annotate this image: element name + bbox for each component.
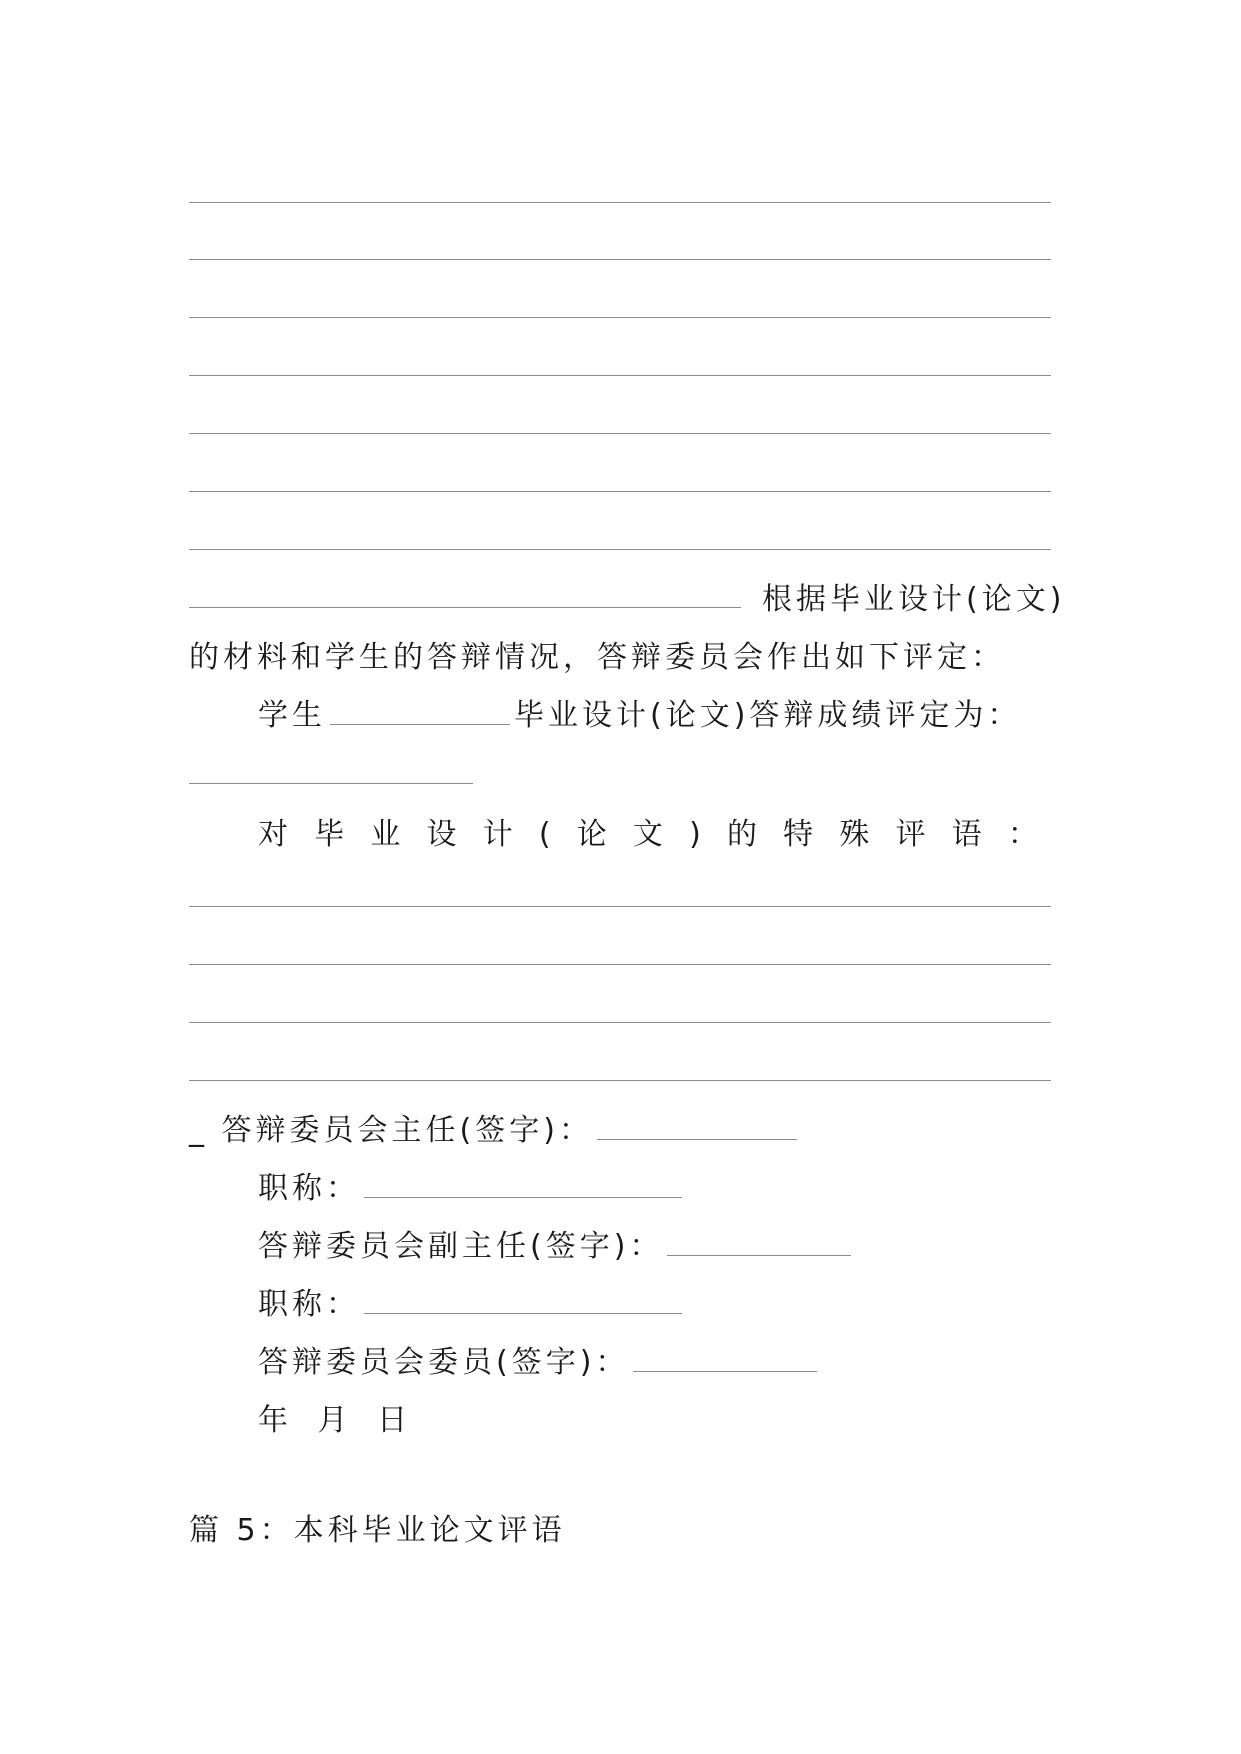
comment-rule [189,491,1051,492]
special-comment-char: 文 [632,817,663,852]
grade-blank [189,783,473,784]
title-blank-1 [364,1196,682,1198]
special-comment-rule [189,906,1051,907]
special-comment-char: 殊 [839,817,870,852]
special-comment-char: ) [689,817,701,852]
special-comment-char: 语 [951,817,982,852]
comment-rule [189,202,1051,203]
committee-vice-chair-signature-blank [667,1254,851,1256]
comment-rule [189,375,1051,376]
special-comment-char: 计 [482,817,513,852]
special-comment-label [258,815,1038,855]
grade-line [258,696,1021,736]
section-heading: 篇 5：本科毕业论文评语 [189,1513,566,1548]
committee-chair-signature-blank [597,1138,797,1140]
committee-member-line [258,1343,821,1383]
grade-suffix: 毕业设计(论文)答辩成绩评定为： [514,698,1022,733]
special-comment-char: 论 [576,817,607,852]
title-label-2: 职称： [258,1287,360,1322]
title-blank-2 [364,1312,682,1314]
title-line-1 [258,1169,686,1209]
committee-chair-line [189,1111,801,1151]
comment-rule-partial [189,607,741,608]
special-comment-char: ( [538,817,551,852]
grade-prefix: 学生 [258,698,326,733]
comment-rule [189,259,1051,260]
special-comment-char: ： [1007,817,1038,852]
committee-vice-chair-label: 答辩委员会副主任(签字)： [258,1229,664,1264]
title-line-2 [258,1285,686,1325]
committee-vice-chair-line [258,1227,855,1267]
special-comment-char: 对 [258,817,288,852]
committee-member-label: 答辩委员会委员(签字)： [258,1345,630,1380]
paragraph-intro: 根据毕业设计(论文) [762,582,1066,617]
comment-rule [189,549,1051,550]
special-comment-rule [189,964,1051,965]
special-comment-char: 设 [426,817,457,852]
special-comment-rule [189,1022,1051,1023]
comment-rule [189,317,1051,318]
committee-member-signature-blank [633,1370,817,1372]
title-label-1: 职称： [258,1171,360,1206]
special-comment-char: 特 [783,817,814,852]
comment-rule [189,433,1051,434]
special-comment-char: 的 [726,817,757,852]
special-comment-rule [189,1080,1051,1081]
paragraph-intro-continued: 的材料和学生的答辩情况，答辩委员会作出如下评定： [189,640,1005,675]
special-comment-char: 评 [895,817,926,852]
student-name-blank [330,723,510,725]
special-comment-char: 业 [370,817,401,852]
date-line: 年 月 日 [258,1403,412,1438]
committee-chair-label: 答辩委员会主任(签字)： [221,1113,593,1148]
special-comment-char: 毕 [314,817,345,852]
leading-underscore: _ [189,1113,208,1148]
